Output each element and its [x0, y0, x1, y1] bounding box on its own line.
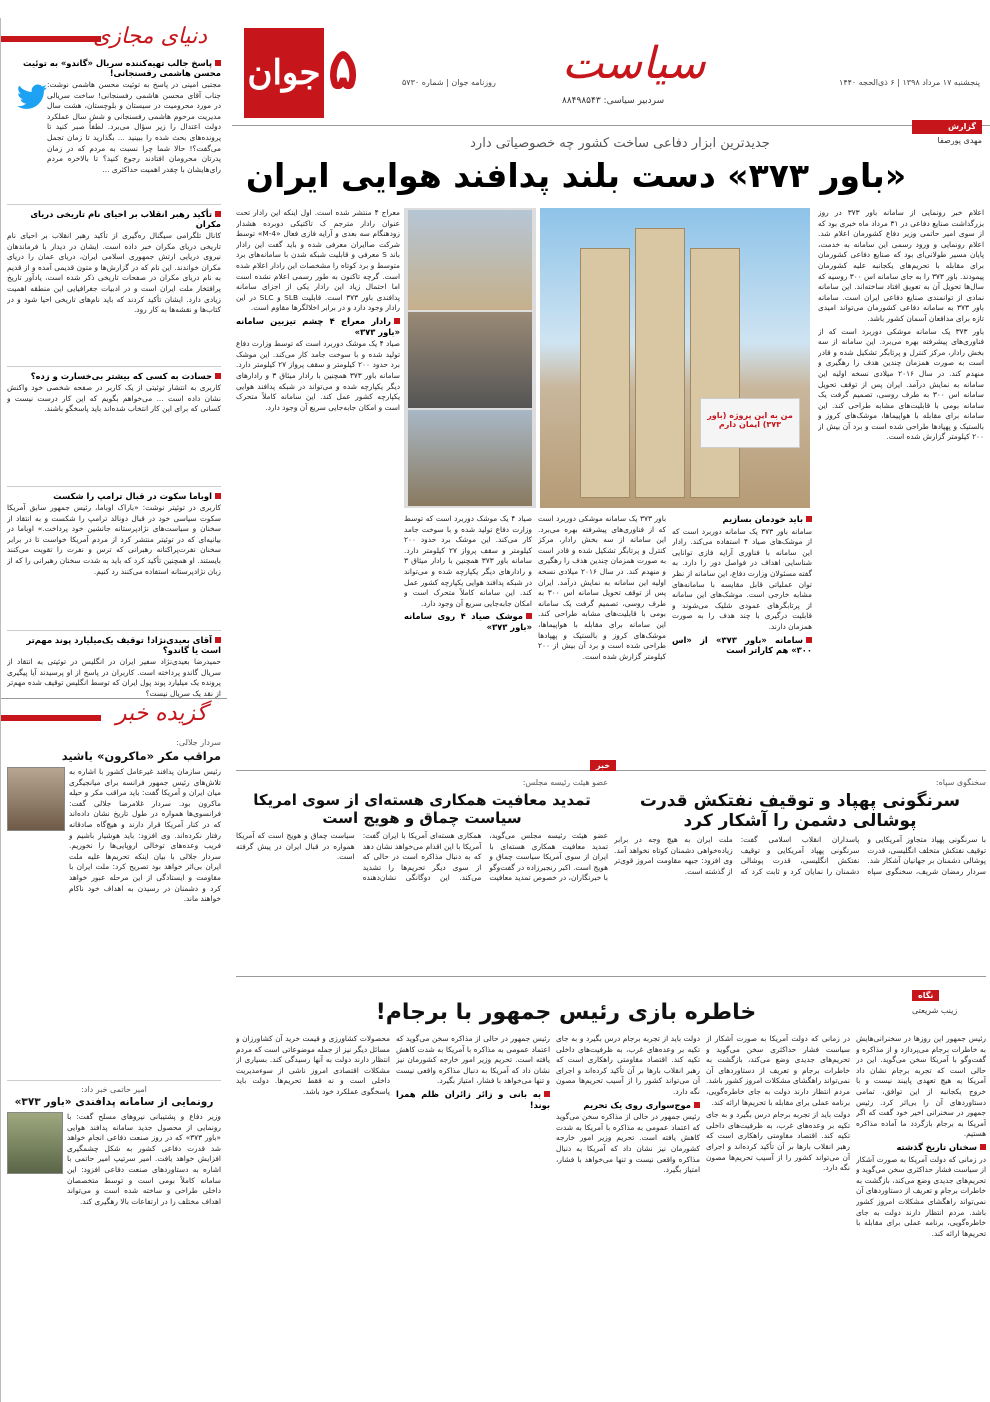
pick-title: مراقب مکر «ماکرون» باشید	[61, 749, 221, 763]
news-kicker: عضو هیئت رئیسه مجلس:	[522, 778, 608, 787]
sidebar-item	[7, 486, 221, 631]
divider	[236, 976, 986, 977]
article-col-1: باید خودمان بسازیم سامانه باور ۳۷۳ یک سامانه دوربرد است که از موشک‌های صیاد ۴ استفاده می‌کند. رادار این سامانه با فناوری آرایه فازی توانایی شناسایی اهداف در فواصل دور را دارد. به گفته مسئولان وزارت دفاع، این سامانه از نظر توان عملیاتی قابل مقایسه با سامانه‌های مشابه خارجی است. موشک‌های این سامانه از پرتابگرهای عمودی شلیک می‌شوند و قابلیت درگیری با چند هدف را به صورت همزمان دارند. سامانه «باور ۳۷۳» از «اس ۳۰۰» هم کاراتر است	[672, 514, 812, 656]
opinion-col-4: رئیس جمهور در حالی از مذاکره سخن می‌گوید که اعتماد عمومی به مذاکره با آمریکا به شدت کاهش یافته است. تحریم وزیر امور خارجه کشورمان نیز نشان داد که آمریکا به دنبال مذاکره واقعی نیست و تنها می‌خواهد با فشار، امتیاز بگیرد. به بانی و زائر زائران ظلم همرا بوند!	[396, 1034, 550, 1110]
sidebar-item-body: حمیدرضا بعیدی‌نژاد سفیر ایران در انگلیس در توئیتی به انتقاد از سریال گاندو پرداخته است. کاربران در پاسخ از او پرسیدند آیا پیگیری پرونده یک میلیارد پوند پول ایران که توسط انگلیس توقیف شده مهم‌تر از نقد یک سریال نیست؟	[7, 657, 221, 698]
page-number: ۵	[328, 36, 359, 102]
picks-title: گزیده خبر	[115, 701, 207, 726]
report-author: مهدی پورصفا	[937, 136, 982, 145]
pick-body: رئیس سازمان پدافند غیرعامل کشور با اشاره به تلاش‌های رئیس جمهور فرانسه برای میانجیگری میان ایران و آمریکا گفت: باید مراقب مکر و حیله ماکرون بود. سردار غلامرضا جلالی گفت: فرانسوی‌ها همواره در طول تاریخ نشان داده‌اند که در کنار آمریکا قرار دارند و هیچ‌گاه صادقانه رفتار نکرده‌اند. وی افزود: باید هوشیار باشیم و فریب وعده‌های توخالی اروپایی‌ها را نخوریم. سردار جلالی با بیان اینکه تحریم‌ها علیه ملت ایران بی‌اثر خواهد بود تصریح کرد: ملت ایران با مقاومت و ایستادگی از این مرحله عبور خواهد کرد و دشمنان در رسیدن به اهداف خود ناکام خواهند ماند.	[69, 767, 221, 904]
sidebar-item	[7, 58, 221, 192]
pick-item	[7, 1080, 221, 1402]
opinion-tag: نگاه	[912, 990, 939, 1001]
news-title: سرنگونی پهپاد و توقیف نفتکش قدرت پوشالی دشمن را آشکار کرد	[639, 791, 961, 831]
article-headline: «باور ۳۷۳» دست بلند پدافند هوایی ایران	[245, 156, 907, 195]
article-col-3: صیاد ۴ یک موشک دوربرد است که توسط وزارت دفاع تولید شده و با سوخت جامد کار می‌کند. این موشک برد حدود ۲۰۰ کیلومتر و سقف پرواز ۲۷ کیلومتر دارد. سامانه باور ۳۷۳ همچنین با رادار میثاق ۳ و رادارهای دیگر یکپارچه شده و می‌تواند در شبکه پدافند هوایی یکپارچه کشور عمل کند. این سامانه کاملاً متحرک است و امکان جابه‌جایی سریع آن وجود دارد. موشک صیاد ۴ روی سامانه «باور ۳۷۳»	[404, 514, 532, 632]
sidebar-item-title: پاسخ جالب ‌تهیه‌کننده سریال «گاندو» به توئیت محسن هاشمی رفسنجانی!	[23, 58, 221, 78]
pick-kicker: امیر حاتمی خبر داد:	[81, 1085, 147, 1094]
date-line: پنجشنبه ۱۷ مرداد ۱۳۹۸ | ۶ ذی‌الحجه ۱۴۴۰	[839, 78, 980, 87]
portrait-photo	[7, 1112, 63, 1174]
pick-item	[7, 738, 221, 1067]
section-subtitle: سردبیر سیاسی: ۸۸۴۹۸۵۴۳	[562, 96, 665, 106]
portrait-photo	[7, 767, 65, 831]
photo-banner: من به این پروژه (باور ۳۷۳) ایمان دارم	[700, 398, 800, 448]
opinion-col-3: دولت باید از تجربه برجام درس بگیرد و به جای تکیه بر وعده‌های غرب، به ظرفیت‌های داخلی تکیه کند. اقتصاد مقاومتی راهکاری است که رهبر انقلاب بارها بر آن تأکید کرده‌اند و اجرای آن می‌تواند کشور را از آسیب تحریم‌ها مصون نگه دارد. موج‌سواری روی یک تحریم رئیس جمهور در حالی از مذاکره سخن می‌گوید که اعتماد عمومی به مذاکره با آمریکا به شدت کاهش یافته است. تحریم وزیر امور خارجه کشورمان نیز نشان داد که آمریکا به دنبال مذاکره واقعی نیست و تنها می‌خواهد با فشار، امتیاز بگیرد.	[556, 1034, 700, 1175]
picks-header	[1, 698, 227, 732]
pick-body: وزیر دفاع و پشتیبانی نیروهای مسلح گفت: با رونمایی از محصول جدید سامانه پدافند هوایی «باور ۳۷۳» که در روز صنعت دفاعی انجام خواهد شد قدرت دفاعی کشور به شکل چشمگیری افزایش خواهد یافت. امیر سرتیپ امیر حاتمی با اشاره به دستاوردهای صنعت دفاعی افزود: این سامانه کاملاً بومی است و توسط متخصصان داخلی طراحی و ساخته شده است و می‌تواند اهداف مختلف را در ارتفاعات بالا رهگیری کند.	[67, 1112, 221, 1206]
main-photo	[540, 208, 810, 508]
pick-kicker: سردار جلالی:	[176, 738, 221, 747]
opinion-col-5: محصولات کشاورزی و قیمت خرید آن کشاورزان و مسائل دیگر نیز از جمله موضوعاتی است که مردم انتظار دارند دولت به آنها رسیدگی کند. بسیاری از مشکلات اقتصادی امروز ناشی از سوءمدیریت داخلی است و نه فقط تحریم‌ها. دولت باید پاسخگوی عملکرد خود باشد.	[236, 1034, 390, 1096]
sidebar-item-title: آقای بعیدی‌نژاد! توقیف یک‌میلیارد پوند مهم‌تر است یا گاندو؟	[26, 635, 221, 655]
news-body: با سرنگونی پهپاد متجاوز آمریکایی و توقیف نفتکش متخلف انگلیسی، قدرت پوشالی دشمنان بر جهانیان آشکار شد. سردار رمضان شریف، سخنگوی سپاه پاسداران انقلاب اسلامی گفت: سرنگونی پهپاد آمریکایی و توقیف نفتکش انگلیسی، قدرت پوشالی دشمنان را نمایان کرد و ثابت کرد که ملت ایران به هیچ وجه در برابر زیاده‌خواهی دشمنان کوتاه نخواهد آمد. وی افزود: جبهه مقاومت امروز قوی‌تر از گذشته است.	[614, 835, 986, 876]
sidebar-item-title: اوباما سکوت در قبال ترامپ را شکست	[7, 491, 221, 501]
masthead	[232, 18, 990, 126]
issue-line: روزنامه جوان | شماره ۵۷۳۰	[402, 78, 496, 87]
sidebar-item-body: کانال تلگرامی سیگنال ره‌گیری از تأکید رهبر انقلاب بر احیای نام تاریخی دریای مکران خبر داده است. ایشان در دیدار با فرماندهان نیروی دریایی ارتش جمهوری اسلامی ایران، دریای عمان را دریای مکران خواندند. این نام که در گزارش‌ها و متون قدیمی آمده و از قدیم به نام دریای مکران در صفحات تاریخی ذکر شده است، یادآور تاریخ پرافتخار ملت ایران است و در ادبیات جغرافیایی این منطقه اهمیت زیادی دارد. ایشان تأکید کردند که باید نام‌های تاریخی احیا شود و در کتاب‌ها و نقشه‌ها به کار رود.	[7, 231, 221, 315]
sidebar	[0, 18, 226, 1402]
news-item-2	[236, 778, 608, 935]
news-kicker: سخنگوی سپاه:	[935, 778, 986, 787]
opinion-headline: خاطره بازی رئیس جمهور با برجام!	[375, 1000, 757, 1025]
virtual-world-title: دنیای مجازی	[92, 24, 207, 49]
twitter-icon	[13, 84, 47, 112]
sidebar-item-body: کاربری در توئیتر نوشت: «باراک اوباما، رئیس جمهور سابق آمریکا سکوت سیاسی خود در قبال دونالد ترامپ را شکست و به انتقاد از سخنان و سیاست‌های نژادپرستانه جانشین خود پرداخت.» اوباما در بیانیه‌ای که در توئیتر منتشر کرد از مردم آمریکا خواست تا در برابر سخنان نفرت‌پراکنانه رهبرانی که ترس و نفرت را تقویت می‌کنند بایستند. او همچنین تأکید کرد که باید به شدت سخنان رهبرانی را که از زبان نژادپرستانه استفاده می‌کنند رد کنیم.	[7, 503, 221, 576]
sidebar-item	[7, 204, 221, 383]
article-lead: اعلام خبر رونمایی از سامانه باور ۳۷۳ در روز بزرگداشت صنایع دفاعی در ۳۱ مرداد ماه خبری بود که از سوی امیر حاتمی وزیر دفاع کشورمان اعلام شد. اعلام رونمایی و ورود رسمی این سامانه به خدمت، پایان مسیر طولانی‌ای بود که صنایع دفاعی کشورمان برای مقابله با تحریم‌های یکجانبه علیه کشورمان پیمودند. باور ۳۷۳ را به جای سامانه اس ۳۰۰ روسیه که سال‌ها تحویل آن به تعویق افتاد ساخته‌اند. این سامانه نمادی از توانمندی صنایع دفاعی ایران است. سامانه باور ۳۷۳ به سامانه دفاعی کشورمان می‌تواند امیدی تازه برای مدافعان آسمان کشور باشد. باور ۳۷۳ یک سامانه موشکی دوربرد است که از فناوری‌های پیشرفته بهره می‌برد. این سامانه از سه بخش رادار، مرکز کنترل و پرتابگر تشکیل شده و قادر است به صورت همزمان چندین هدف را رهگیری و منهدم کند. در سال ۲۰۱۶ میلادی نسخه اولیه این سامانه به نمایش درآمد. ایران پس از توقف تحویل سامانه اس ۳۰۰ به طرف روسی، تصمیم گرفت یک سامانه بومی با قابلیت‌های مشابه طراحی کند. این سامانه برای مقابله با هواپیماها، موشک‌های کروز و بالستیک و پهپادها طراحی شده است و برد آن بیش از ۲۰۰ کیلومتر گزارش شده است.	[818, 208, 984, 442]
sidebar-item-body: کاربری به انتشار توئیتی از یک کاربر در صفحه شخصی خود واکنش نشان داده است ... می‌خواهم بگویم که این کار درست نیست و کسانی که برای این کار انتخاب شده‌اند باید پاسخگو باشند.	[7, 383, 221, 414]
virtual-world-header	[1, 22, 227, 56]
news-item-1	[614, 778, 986, 939]
opinion-author: زینب شریعتی	[912, 1006, 958, 1015]
pick-title: رونمایی از سامانه پدافندی «باور ۳۷۳»	[14, 1096, 214, 1108]
report-tag: گزارش	[912, 120, 982, 134]
sidebar-item-title: تأکید رهبر انقلاب بر احیای نام تاریخی دریای مکران	[30, 209, 221, 229]
opinion-col-1: رئیس جمهور این روزها در سخنرانی‌هایش به خاطرات برجام می‌پردازد و از مذاکره و گفت‌وگو با آمریکا سخن می‌گوید. این در حالی است که تجربه برجام نشان داد آمریکا به هیچ تعهدی پایبند نیست و با خروج یکجانبه از این توافق، تمامی دستاوردهای آن را بی‌اثر کرد. رئیس جمهور در سخنرانی اخیر خود گفت که اگر آمریکا به برجام بازگردد ما آماده مذاکره هستیم. سخنان تاریخ گذشته در زمانی که دولت آمریکا به صورت آشکار از سیاست فشار حداکثری سخن می‌گوید و تحریم‌های جدیدی وضع می‌کند، بازگشت به خاطرات برجام و تعریف از دستاوردهای آن نمی‌تواند راهگشای مشکلات امروز کشور باشد. مردم انتظار دارند دولت به جای خاطره‌گویی، برنامه عملی برای مقابله با تحریم‌ها ارائه کند.	[856, 1034, 986, 1238]
newspaper-logo: جوان	[244, 28, 324, 118]
news-title: تمدید معافیت همکاری هسته‌ای از سوی امریکا سیاست چماق و هویج است	[253, 791, 591, 827]
sidebar-item	[7, 366, 221, 443]
section-title: سیاست	[562, 38, 706, 89]
news-body: عضو هیئت رئیسه مجلس می‌گوید، تمدید معافیت همکاری هسته‌ای با ایران از سوی آمریکا سیاست چماق و هویج است. اکبر رنجبرزاده در گفت‌وگو با خبرنگاران، در خصوص تمدید معافیت همکاری هسته‌ای آمریکا با ایران گفت: آمریکا با این اقدام می‌خواهد نشان دهد که به دنبال مذاکره است در حالی که از سوی دیگر تحریم‌ها را تشدید می‌کند. این دوگانگی نشان‌دهنده سیاست چماق و هویج است که آمریکا همواره در قبال ایران در پیش گرفته است.	[236, 831, 608, 883]
sidebar-item-body: مجتبی امینی در پاسخ به توئیت محسن هاشمی نوشت: جناب آقای محسن هاشمی رفسنجانی! ساخت سریالی در مورد محرومیت در سیستان و بلوچستان، هشت سال مدیریت مرحوم هاشمی رفسنجانی و شش سال عملکرد دولت اعتدال را زیر سؤال می‌برد. لطفاً صبر کنید تا پرونده‌های بحث شده را ببینید ... بگذارید تا زمان تجمل می‌گفت؟! حالا شما چرا نسبت به مردم که در زمان پدرتان محرومان افتادند رجوع کنید؟ تا بالاخره مردم رای‌هایشان با چقدر اهمیت حداکثری ...	[47, 80, 221, 174]
article-kicker: جدیدترین ابزار دفاعی ساخت کشور چه خصوصیاتی دارد	[470, 136, 770, 151]
side-photos	[404, 208, 536, 508]
opinion-col-2: در زمانی که دولت آمریکا به صورت آشکار از سیاست فشار حداکثری سخن می‌گوید و تحریم‌های جدیدی وضع می‌کند، بازگشت به خاطرات برجام و تعریف از دستاوردهای آن نمی‌تواند راهگشای مشکلات امروز کشور باشد. مردم انتظار دارند دولت به جای خاطره‌گویی، برنامه عملی برای مقابله با تحریم‌ها ارائه کند. دولت باید از تجربه برجام درس بگیرد و به جای تکیه بر وعده‌های غرب، به ظرفیت‌های داخلی تکیه کند. اقتصاد مقاومتی راهکاری است که رهبر انقلاب بارها بر آن تأکید کرده‌اند و اجرای آن می‌تواند کشور را از آسیب تحریم‌ها مصون نگه دارد.	[706, 1034, 850, 1173]
sidebar-item-title: حسادت به کسی که بیشتر بی‌خسارت و زده؟	[7, 371, 221, 381]
news-tag: خبر	[590, 760, 616, 771]
article-col-far-left: معراج ۴ منتشر شده است. اول اینکه این رادار تحت عنوان رادار مترجم ک تاکتیکی دوبرده هشدار زودهنگام سه بعدی و آرایه فازی فعال «M-4» توسط شرکت صاایران معرفی شده و باید گفت این رادار باند S معرفی و قابلیت شبکه شدن با سامانه‌های برد متوسط و برد کوتاه را مشخصات این رادار اعلام شده است. گرچه تاکنون به طور رسمی اعلام نشده است اما احتمال زیاد این رادار یکی از اجزای سامانه پدافندی باور ۳۷۳ است. قابلیت SLB و SLC در این رادار وجود دارد و در برابر اخلالگرها مقاوم است. رادار معراج ۴ چشم تیزبین سامانه «باور ۳۷۳» صیاد ۴ یک موشک دوربرد است که توسط وزارت دفاع تولید شده و با سوخت جامد کار می‌کند. این موشک برد حدود ۲۰۰ کیلومتر و سقف پرواز ۲۷ کیلومتر دارد. سامانه باور ۳۷۳ همچنین با رادار میثاق ۳ و رادارهای دیگر یکپارچه شده و می‌تواند در شبکه پدافند هوایی یکپارچه کشور عمل کند. این سامانه کاملاً متحرک است و امکان جابه‌جایی سریع آن وجود دارد.	[236, 208, 400, 412]
article-col-2: باور ۳۷۳ یک سامانه موشکی دوربرد است که از فناوری‌های پیشرفته بهره می‌برد. این سامانه از سه بخش رادار، مرکز کنترل و پرتابگر تشکیل شده و قادر است به صورت همزمان چندین هدف را رهگیری و منهدم کند. در سال ۲۰۱۶ میلادی نسخه اولیه این سامانه به نمایش درآمد. ایران پس از توقف تحویل سامانه اس ۳۰۰ به طرف روسی، تصمیم گرفت یک سامانه بومی با قابلیت‌های مشابه طراحی کند. این سامانه برای مقابله با هواپیماها، موشک‌های کروز و بالستیک و پهپادها طراحی شده است و برد آن بیش از ۲۰۰ کیلومتر گزارش شده است.	[538, 514, 666, 661]
